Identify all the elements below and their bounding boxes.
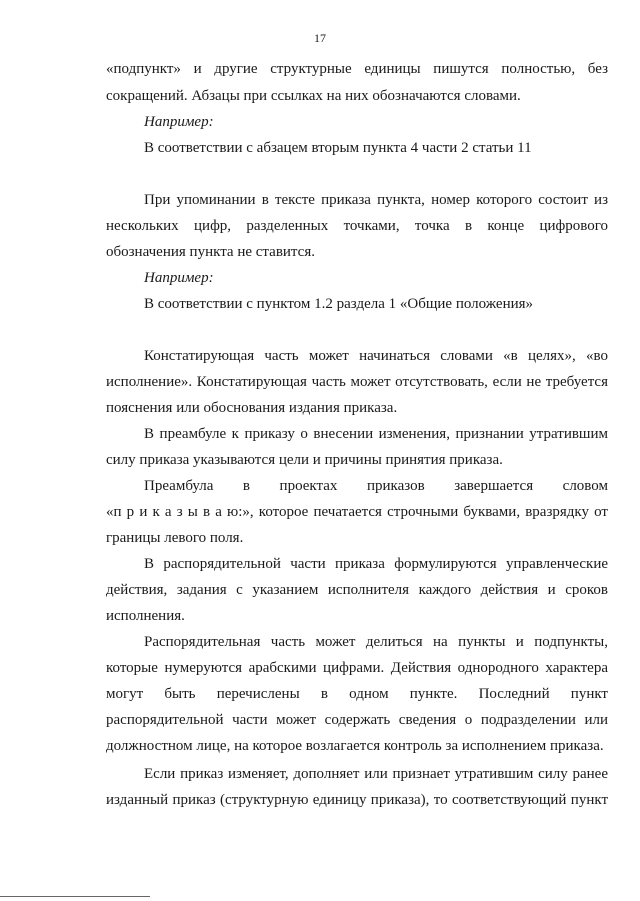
text-line: При упоминании в тексте приказа пункта, номер которого состоит из xyxy=(144,192,608,208)
text-line: Констатирующая часть может начинаться словами «в целях», «во xyxy=(144,348,608,364)
text-line: обозначения пункта не ставится. xyxy=(106,244,315,260)
example-text: В соответствии с абзацем вторым пункта 4 части 2 статьи 11 xyxy=(144,140,532,156)
text-line: Если приказ изменяет, дополняет или признает утратившим силу ранее xyxy=(144,766,608,782)
text-line: изданный приказ (структурную единицу приказа), то соответствующий пункт xyxy=(106,792,608,808)
scan-edge-line xyxy=(0,896,150,897)
text-line: Распорядительная часть может делиться на пункты и подпункты, xyxy=(144,634,608,650)
text-line: силу приказа указываются цели и причины принятия приказа. xyxy=(106,452,503,468)
example-text: В соответствии с пунктом 1.2 раздела 1 «Общие положения» xyxy=(144,296,534,312)
text-line: распорядительной части может содержать сведения о подразделении или xyxy=(106,712,608,728)
text-line: исполнение». Констатирующая часть может отсутствовать, если не требуется xyxy=(106,374,608,390)
text-line: В распорядительной части приказа формулируются управленческие xyxy=(144,556,608,572)
text-line: должностном лице, на которое возлагается контроль за исполнением приказа. xyxy=(106,738,604,754)
text-line: нескольких цифр, разделенных точками, точка в конце цифрового xyxy=(106,218,608,234)
text-line: сокращений. Абзацы при ссылках на них обозначаются словами. xyxy=(106,88,521,104)
text-line: границы левого поля. xyxy=(106,530,244,546)
example-label: Например: xyxy=(144,270,214,286)
example-label: Например: xyxy=(144,114,214,130)
page-number: 17 xyxy=(314,31,326,45)
text-line: могут быть перечислены в одном пункте. Последний пункт xyxy=(106,686,608,702)
text-line: В преамбуле к приказу о внесении изменения, признании утратившим xyxy=(144,426,608,442)
text-line: «подпункт» и другие структурные единицы пишутся полностью, без xyxy=(106,61,608,77)
text-line: «п р и к а з ы в а ю:», которое печатается строчными буквами, вразрядку от xyxy=(106,504,608,520)
text-line: которые нумеруются арабскими цифрами. Действия однородного характера xyxy=(106,660,608,676)
text-line: исполнения. xyxy=(106,608,185,624)
text-line: действия, задания с указанием исполнителя каждого действия и сроков xyxy=(106,582,608,598)
text-line: Преамбула в проектах приказов завершается словом xyxy=(144,478,608,494)
text-line: пояснения или обоснования издания приказа. xyxy=(106,400,398,416)
